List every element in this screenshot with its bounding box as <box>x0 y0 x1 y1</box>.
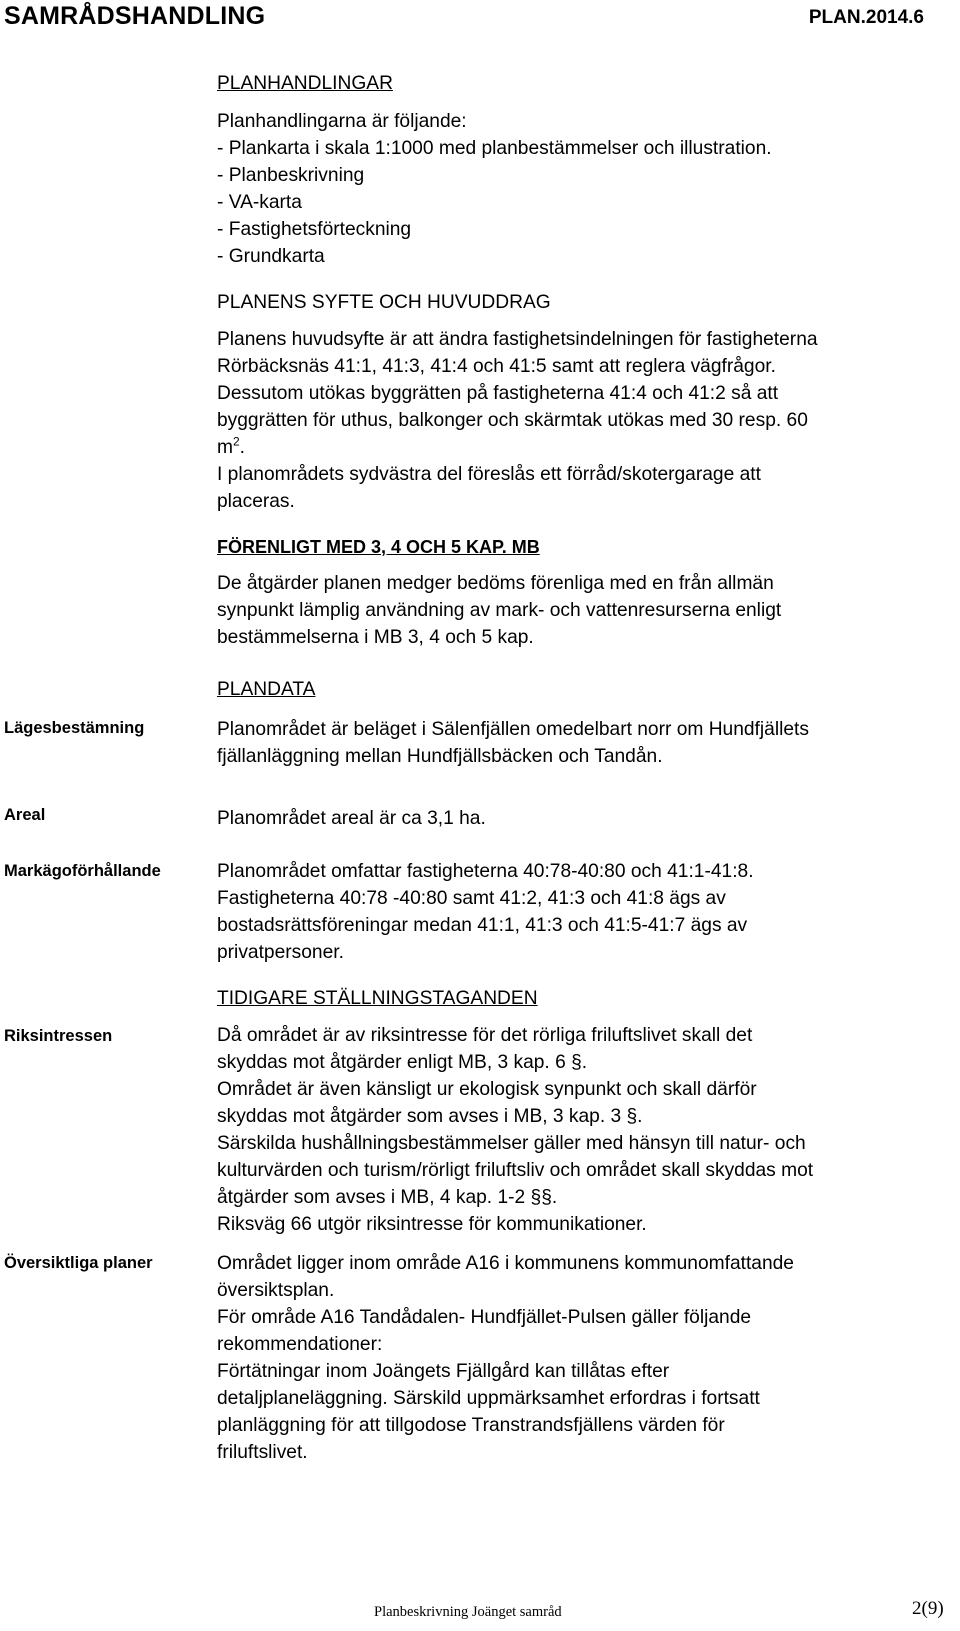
planhandlingar-list <box>217 108 772 270</box>
forenligt-paragraph <box>217 570 781 651</box>
paragraph-line: detaljplaneläggning. Särskild uppmärksamhet erfordras i fortsatt <box>217 1388 760 1409</box>
page-header <box>0 0 960 36</box>
paragraph-line: Särskilda hushållningsbestämmelser gäller med hänsyn till natur- och <box>217 1133 806 1154</box>
paragraph-line: privatpersoner. <box>217 942 344 963</box>
paragraph-line: Planområdet areal är ca 3,1 ha. <box>217 808 486 829</box>
side-label-markagoforhallande: Markägoförhållande <box>4 862 161 880</box>
section-heading-plandata: PLANDATA <box>217 679 316 700</box>
unit-exponent: 2 <box>232 434 240 449</box>
section-heading-tidigare: TIDIGARE STÄLLNINGSTAGANDEN <box>217 988 538 1009</box>
riksintressen-text <box>217 1022 813 1238</box>
paragraph-line: Planens huvudsyfte är att ändra fastighetsindelningen för fastigheterna <box>217 329 818 350</box>
paragraph-line: rekommendationer: <box>217 1334 383 1355</box>
paragraph-line: skyddas mot åtgärder som avses i MB, 3 kap. 3 §. <box>217 1106 643 1127</box>
list-item: - Fastighetsförteckning <box>217 219 412 240</box>
paragraph-line: Området ligger inom område A16 i kommunens kommunomfattande <box>217 1253 794 1274</box>
side-label-areal: Areal <box>4 806 46 824</box>
paragraph-line: planläggning för att tillgodose Transtrandsfjällens värden för <box>217 1415 725 1436</box>
side-label-lagesbestamning: Lägesbestämning <box>4 719 145 737</box>
syfte-paragraph <box>217 326 818 515</box>
page-footer: Planbeskrivning Joänget samråd <box>374 1604 562 1620</box>
paragraph-line: byggrätten för uthus, balkonger och skärmtak utökas med 30 resp. 60 <box>217 410 808 431</box>
plan-number: PLAN.2014.6 <box>808 7 924 28</box>
unit-tail: . <box>239 437 246 458</box>
page-number: 2(9) <box>912 1598 944 1619</box>
section-heading-syfte: PLANENS SYFTE OCH HUVUDDRAG <box>217 292 551 313</box>
section-heading-planhandlingar: PLANHANDLINGAR <box>217 73 393 94</box>
list-item: - Planbeskrivning <box>217 165 365 186</box>
paragraph-line <box>217 434 818 461</box>
unit-text: m <box>217 437 233 458</box>
paragraph-line: fjällanläggning mellan Hundfjällsbäcken och Tandån. <box>217 746 663 767</box>
paragraph-line: bostadsrättsföreningar medan 41:1, 41:3 och 41:5-41:7 ägs av <box>217 915 748 936</box>
paragraph-line: översiktsplan. <box>217 1280 335 1301</box>
list-item: Planhandlingarna är följande: <box>217 111 467 132</box>
paragraph-line: De åtgärder planen medger bedöms förenliga med en från allmän <box>217 573 774 594</box>
paragraph-line: I planområdets sydvästra del föreslås ett förråd/skotergarage att <box>217 464 761 485</box>
list-item: - VA-karta <box>217 192 302 213</box>
paragraph-line: bestämmelserna i MB 3, 4 och 5 kap. <box>217 627 534 648</box>
side-label-oversiktliga-planer: Översiktliga planer <box>4 1254 153 1272</box>
paragraph-line: friluftslivet. <box>217 1442 308 1463</box>
list-item: - Plankarta i skala 1:1000 med planbestämmelser och illustration. <box>217 138 772 159</box>
paragraph-line: Rörbäcksnäs 41:1, 41:3, 41:4 och 41:5 samt att reglera vägfrågor. <box>217 356 776 377</box>
paragraph-line: För område A16 Tandådalen- Hundfjället-Pulsen gäller följande <box>217 1307 752 1328</box>
oversiktliga-text <box>217 1250 794 1466</box>
section-heading-forenligt: FÖRENLIGT MED 3, 4 OCH 5 KAP. MB <box>217 537 540 557</box>
paragraph-line: Fastigheterna 40:78 -40:80 samt 41:2, 41:3 och 41:8 ägs av <box>217 888 726 909</box>
markagoforhallande-text <box>217 858 754 966</box>
paragraph-line: Planområdet omfattar fastigheterna 40:78-40:80 och 41:1-41:8. <box>217 861 754 882</box>
paragraph-line: åtgärder som avses i MB, 4 kap. 1-2 §§. <box>217 1187 558 1208</box>
areal-text <box>217 805 486 832</box>
document-status: SAMRÅDSHANDLING <box>4 2 266 30</box>
side-label-riksintressen: Riksintressen <box>4 1027 113 1045</box>
list-item: - Grundkarta <box>217 246 325 267</box>
paragraph-line: Förtätningar inom Joängets Fjällgård kan tillåtas efter <box>217 1361 670 1382</box>
lagesbestamning-text <box>217 716 809 770</box>
paragraph-line: placeras. <box>217 491 295 512</box>
paragraph-line: Då området är av riksintresse för det rörliga friluftslivet skall det <box>217 1025 753 1046</box>
paragraph-line: synpunkt lämplig användning av mark- och vattenresurserna enligt <box>217 600 782 621</box>
paragraph-line: Området är även känsligt ur ekologisk synpunkt och skall därför <box>217 1079 757 1100</box>
paragraph-line: kulturvärden och turism/rörligt friluftsliv och området skall skyddas mot <box>217 1160 814 1181</box>
paragraph-line: Riksväg 66 utgör riksintresse för kommunikationer. <box>217 1214 647 1235</box>
paragraph-line: Planområdet är beläget i Sälenfjällen omedelbart norr om Hundfjällets <box>217 719 809 740</box>
paragraph-line: skyddas mot åtgärder enligt MB, 3 kap. 6 §. <box>217 1052 588 1073</box>
paragraph-line: Dessutom utökas byggrätten på fastigheterna 41:4 och 41:2 så att <box>217 383 779 404</box>
